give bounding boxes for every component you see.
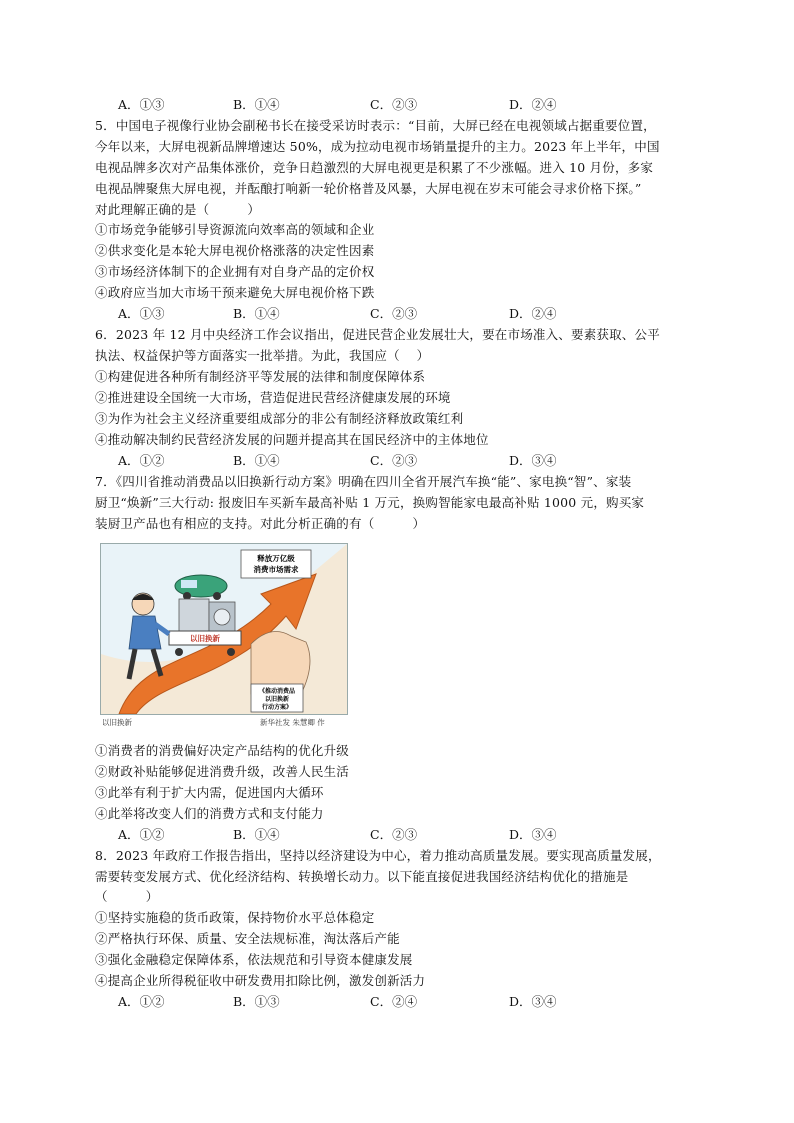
q5-item: ②供求变化是本轮大屏电视价格涨落的决定性因素 bbox=[95, 243, 375, 258]
q6-option-c: C．②③ bbox=[370, 453, 418, 468]
banner-line-1: 释放万亿级 bbox=[257, 554, 295, 563]
q6-item: ③为作为社会主义经济重要组成部分的非公有制经济释放政策红利 bbox=[95, 411, 464, 426]
doc-line-3: 行动方案》 bbox=[261, 704, 293, 711]
q8-stem-line: 需要转变发展方式、优化经济结构、转换增长动力。以下能直接促进我国经济结构优化的措施是 bbox=[95, 869, 629, 884]
q4-option-c: C．②③ bbox=[370, 97, 418, 112]
q7-option-a: A．①② bbox=[118, 827, 165, 842]
q5-stem-line: 电视品牌多次对产品集体涨价，竞争日趋激烈的大屏电视更是积累了不少涨幅。进入 10 月份，多家 bbox=[95, 160, 654, 175]
banner-line-2: 消费市场需求 bbox=[253, 565, 299, 574]
q7-option-c: C．②③ bbox=[370, 827, 418, 842]
q7-item: ③此举有利于扩大内需，促进国内大循环 bbox=[95, 785, 324, 800]
q8-item: ②严格执行环保、质量、安全法规标准，淘汰落后产能 bbox=[95, 931, 400, 946]
q7-stem-line: 装厨卫产品也有相应的支持。对此分析正确的有（ ） bbox=[95, 516, 426, 531]
q6-stem-line: 执法、权益保护等方面落实一批举措。为此，我国应（ ） bbox=[95, 348, 430, 363]
cartoon-svg bbox=[101, 544, 347, 714]
doc-line-2: 以旧换新 bbox=[264, 696, 290, 703]
q4-option-d: D．②④ bbox=[509, 97, 557, 112]
q8-item: ④提高企业所得税征收中研发费用扣除比例，激发创新活力 bbox=[95, 973, 426, 988]
q7-option-b: B．①④ bbox=[233, 827, 280, 842]
q5-option-c: C．②③ bbox=[370, 306, 418, 321]
fridge-shape bbox=[179, 599, 209, 631]
q6-item: ①构建促进各种所有制经济平等发展的法律和制度保障体系 bbox=[95, 369, 426, 384]
q8-option-d: D．③④ bbox=[509, 994, 557, 1009]
q8-stem-line: （ ） bbox=[95, 889, 159, 904]
q7-stem-line: 7．《四川省推动消费品以旧换新行动方案》明确在四川全省开展汽车换“能”、家电换“智”、家装 bbox=[95, 474, 632, 489]
doc-line-1: 《推动消费品 bbox=[258, 688, 296, 695]
q6-option-b: B．①④ bbox=[233, 453, 280, 468]
q7-stem-line: 厨卫“焕新”三大行动: 报废旧车买新车最高补贴 1 万元，换购智能家电最高补贴 1000 元，购买家 bbox=[95, 495, 645, 510]
q8-option-a: A．①② bbox=[118, 994, 165, 1009]
q7-item: ①消费者的消费偏好决定产品结构的优化升级 bbox=[95, 743, 350, 758]
q7-item: ②财政补贴能够促进消费升级，改善人民生活 bbox=[95, 764, 350, 779]
q8-option-c: C．②④ bbox=[370, 994, 418, 1009]
q6-stem-line: 6．2023 年 12 月中央经济工作会议指出，促进民营企业发展壮大，要在市场准入、要素获取、公平 bbox=[95, 327, 660, 342]
q5-item: ④政府应当加大市场干预来避免大屏电视价格下跌 bbox=[95, 285, 375, 300]
cart-label: 以旧换新 bbox=[190, 634, 220, 643]
q8-stem-line: 8．2023 年政府工作报告指出，坚持以经济建设为中心，着力推动高质量发展。要实现高质量发展， bbox=[95, 848, 661, 863]
q8-option-b: B．①③ bbox=[233, 994, 280, 1009]
q6-item: ②推进建设全国统一大市场，营造促进民营经济健康发展的环境 bbox=[95, 390, 451, 405]
q5-item: ③市场经济体制下的企业拥有对自身产品的定价权 bbox=[95, 264, 375, 279]
q4-option-b: B．①④ bbox=[233, 97, 280, 112]
q6-option-a: A．①② bbox=[118, 453, 165, 468]
q6-item: ④推动解决制约民营经济发展的问题并提高其在国民经济中的主体地位 bbox=[95, 432, 489, 447]
person-body bbox=[129, 616, 161, 649]
q5-item: ①市场竞争能够引导资源流向效率高的领域和企业 bbox=[95, 222, 375, 237]
q8-item: ①坚持实施稳的货币政策，保持物价水平总体稳定 bbox=[95, 910, 375, 925]
q7-option-d: D．③④ bbox=[509, 827, 557, 842]
q5-option-a: A．①③ bbox=[118, 306, 165, 321]
caption-right: 新华社发 朱慧卿 作 bbox=[260, 718, 325, 727]
q5-stem-line: 今年以来，大屏电视新品牌增速达 50%，成为拉动电视市场销量提升的主力。2023 年上半年，中国 bbox=[95, 139, 660, 154]
q4-option-a: A．①③ bbox=[118, 97, 165, 112]
q8-item: ③强化金融稳定保障体系，依法规范和引导资本健康发展 bbox=[95, 952, 413, 967]
cartoon-illustration bbox=[100, 543, 348, 715]
q5-option-d: D．②④ bbox=[509, 306, 557, 321]
cartoon-figure bbox=[100, 543, 348, 733]
caption-left: 以旧换新 bbox=[102, 718, 132, 727]
q5-stem-line: 5．中国电子视像行业协会副秘书长在接受采访时表示：“目前，大屏已经在电视领域占据重要位置， bbox=[95, 118, 656, 133]
q6-option-d: D．③④ bbox=[509, 453, 557, 468]
q5-stem-line: 电视品牌聚焦大屏电视，并酝酿打响新一轮价格普及风暴，大屏电视在岁末可能会寻求价格下探。” bbox=[95, 181, 642, 196]
q7-item: ④此举将改变人们的消费方式和支付能力 bbox=[95, 806, 324, 821]
q5-option-b: B．①④ bbox=[233, 306, 280, 321]
q5-stem-line: 对此理解正确的是（ ） bbox=[95, 202, 261, 217]
